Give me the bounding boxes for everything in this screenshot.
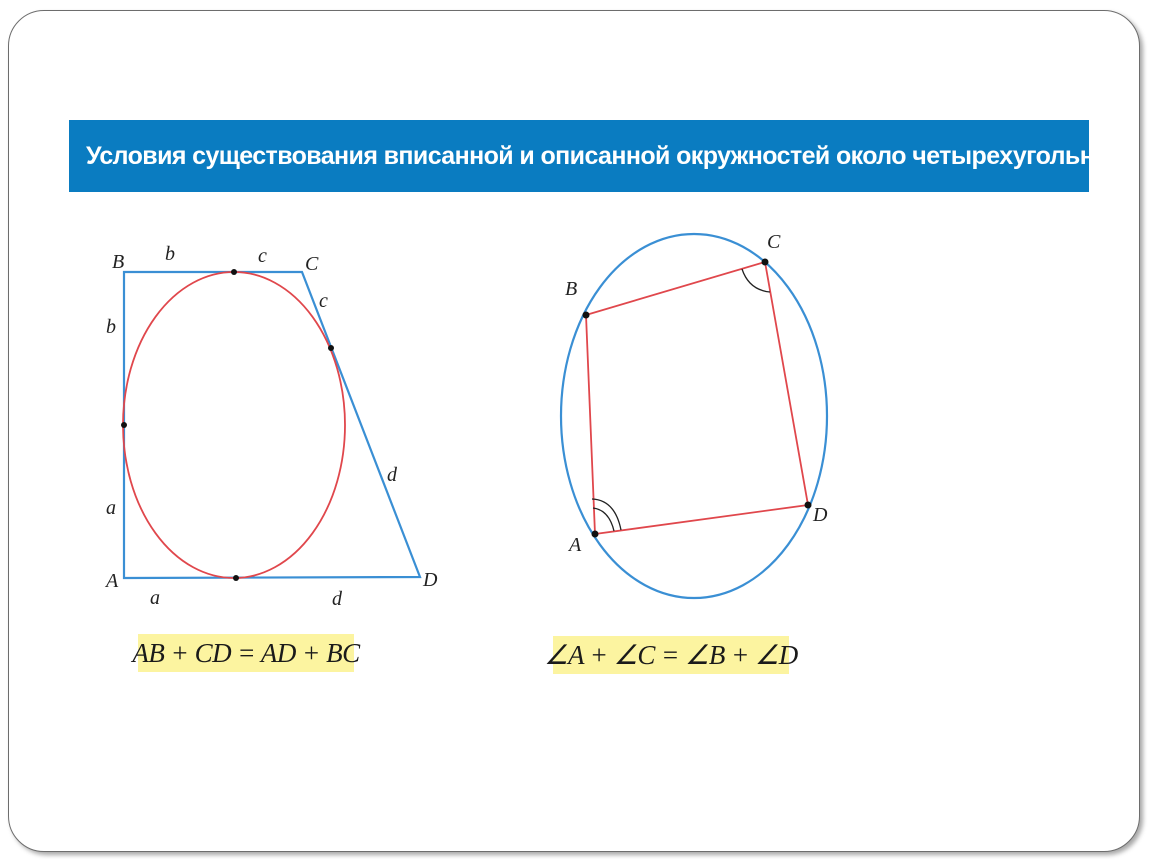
inscribed-circle <box>123 272 345 578</box>
trapezoid-abcd <box>124 272 420 578</box>
circumscribed-circle-figure <box>561 231 828 598</box>
vertex-point-d <box>805 502 812 509</box>
segment-label-right-c: c <box>319 290 328 312</box>
segment-label-left-a: a <box>106 497 116 519</box>
cyclic-quadrilateral-abcd <box>586 262 808 534</box>
segment-label-bottom-a: a <box>150 587 160 609</box>
vertex-label-a: A <box>569 534 582 556</box>
circumscribed-condition-formula: ∠A + ∠C = ∠B + ∠D <box>553 636 789 674</box>
inscribed-condition-formula: AB + CD = AD + BC <box>138 634 354 672</box>
vertex-point-a <box>592 531 599 538</box>
tangent-point-left <box>121 422 127 428</box>
vertex-label-a: A <box>106 570 119 592</box>
angle-mark-a-inner <box>593 508 614 531</box>
segment-label-right-d: d <box>387 464 397 486</box>
vertex-label-b: B <box>565 278 578 300</box>
vertex-point-c <box>762 259 769 266</box>
angle-mark-c <box>742 269 770 292</box>
vertex-label-d: D <box>813 504 828 526</box>
inscribed-circle-figure <box>104 243 438 610</box>
vertex-point-b <box>583 312 590 319</box>
slide-title: Условия существования вписанной и описанной окружностей около четырехугольника <box>86 141 1135 170</box>
tangent-point-top <box>231 269 237 275</box>
vertex-label-c: C <box>767 231 781 253</box>
circumscribed-circle <box>561 234 827 598</box>
vertex-label-b: B <box>112 251 125 273</box>
tangent-point-right <box>328 345 334 351</box>
segment-label-top-c: c <box>258 245 267 267</box>
segment-label-left-b: b <box>106 316 116 338</box>
segment-label-bottom-d: d <box>332 588 342 610</box>
segment-label-top-b: b <box>165 243 175 265</box>
vertex-label-c: C <box>305 253 319 275</box>
tangent-point-bottom <box>233 575 239 581</box>
vertex-label-d: D <box>423 569 438 591</box>
